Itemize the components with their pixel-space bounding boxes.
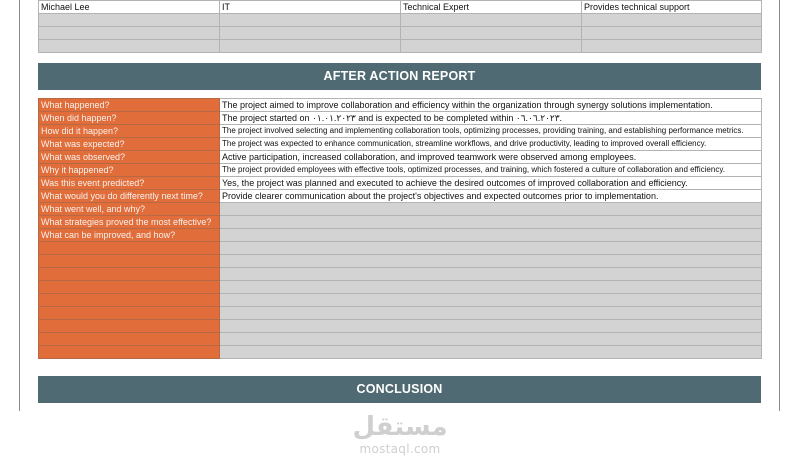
- table-row: [39, 190, 762, 203]
- answer-cell: Provide clearer communication about the project's objectives and expected outcomes prior to implementation.: [220, 190, 762, 203]
- question-cell: [39, 268, 220, 281]
- table-row: [39, 203, 762, 216]
- question-cell: [39, 281, 220, 294]
- team-name-cell: [39, 40, 220, 53]
- team-responsibility-cell: [582, 14, 762, 27]
- table-row: [39, 320, 762, 333]
- watermark-latin-text: mostaql.com: [359, 442, 441, 456]
- answer-cell: The project provided employees with effective tools, optimized processes, and training, which fostered a culture of collaboration and efficiency.: [220, 164, 762, 177]
- table-row: [39, 1, 762, 14]
- page-border-right: [779, 0, 780, 411]
- table-row: [39, 177, 762, 190]
- conclusion-banner: CONCLUSION: [38, 376, 761, 403]
- question-cell: [39, 242, 220, 255]
- team-role-cell: [401, 27, 582, 40]
- question-cell: [39, 294, 220, 307]
- table-row: [39, 27, 762, 40]
- table-row: [39, 112, 762, 125]
- team-department-cell: IT: [220, 1, 401, 14]
- table-row: [39, 125, 762, 138]
- answer-cell: [220, 229, 762, 242]
- table-row: [39, 138, 762, 151]
- table-row: [39, 40, 762, 53]
- table-row: [39, 255, 762, 268]
- table-row: [39, 229, 762, 242]
- question-cell: Was this event predicted?: [39, 177, 220, 190]
- answer-cell: [220, 307, 762, 320]
- team-role-cell: [401, 40, 582, 53]
- question-cell: When did happen?: [39, 112, 220, 125]
- question-cell: What went well, and why?: [39, 203, 220, 216]
- question-cell: [39, 346, 220, 359]
- answer-cell: [220, 216, 762, 229]
- team-name-cell: [39, 14, 220, 27]
- answer-cell: [220, 333, 762, 346]
- page-border-left: [19, 0, 20, 411]
- after-action-table: [38, 98, 762, 359]
- question-cell: Why it happened?: [39, 164, 220, 177]
- team-responsibility-cell: [582, 40, 762, 53]
- table-row: [39, 242, 762, 255]
- question-cell: What was observed?: [39, 151, 220, 164]
- answer-cell: The project started on ٠١.٠١.٢٠٢٣ and is expected to be completed within ٠٦.٠٦.٢٠٢٣.: [220, 112, 762, 125]
- team-name-cell: Michael Lee: [39, 1, 220, 14]
- question-cell: [39, 307, 220, 320]
- answer-cell: [220, 281, 762, 294]
- team-role-cell: Technical Expert: [401, 1, 582, 14]
- table-row: [39, 216, 762, 229]
- question-cell: [39, 320, 220, 333]
- team-department-cell: [220, 14, 401, 27]
- team-department-cell: [220, 27, 401, 40]
- answer-cell: [220, 255, 762, 268]
- table-row: [39, 151, 762, 164]
- table-row: [39, 268, 762, 281]
- answer-cell: [220, 294, 762, 307]
- table-row: [39, 99, 762, 112]
- table-row: [39, 164, 762, 177]
- answer-cell: Yes, the project was planned and executed to achieve the desired outcomes of improved collaboration and efficiency.: [220, 177, 762, 190]
- answer-cell: The project aimed to improve collaboration and efficiency within the organization through synergy solutions implementation.: [220, 99, 762, 112]
- team-responsibility-cell: [582, 27, 762, 40]
- question-cell: How did it happen?: [39, 125, 220, 138]
- team-name-cell: [39, 27, 220, 40]
- answer-cell: Active participation, increased collaboration, and improved teamwork were observed among employees.: [220, 151, 762, 164]
- question-cell: [39, 333, 220, 346]
- answer-cell: The project was expected to enhance communication, streamline workflows, and drive productivity, leading to improved overall efficiency.: [220, 138, 762, 151]
- table-row: [39, 346, 762, 359]
- team-responsibility-cell: Provides technical support: [582, 1, 762, 14]
- question-cell: What can be improved, and how?: [39, 229, 220, 242]
- question-cell: What would you do differently next time?: [39, 190, 220, 203]
- mostaql-watermark-logo: [345, 412, 455, 456]
- answer-cell: [220, 268, 762, 281]
- question-cell: What happened?: [39, 99, 220, 112]
- table-row: [39, 333, 762, 346]
- team-department-cell: [220, 40, 401, 53]
- question-cell: What was expected?: [39, 138, 220, 151]
- answer-cell: [220, 203, 762, 216]
- answer-cell: [220, 242, 762, 255]
- question-cell: What strategies proved the most effective?: [39, 216, 220, 229]
- team-table: [38, 0, 762, 53]
- answer-cell: [220, 320, 762, 333]
- table-row: [39, 14, 762, 27]
- table-row: [39, 281, 762, 294]
- question-cell: [39, 255, 220, 268]
- watermark-arabic-text: مستقل: [352, 412, 448, 442]
- table-row: [39, 294, 762, 307]
- answer-cell: [220, 346, 762, 359]
- answer-cell: The project involved selecting and implementing collaboration tools, optimizing processes, providing training, and establishing performance metrics.: [220, 125, 762, 138]
- after-action-report-banner: AFTER ACTION REPORT: [38, 63, 761, 90]
- team-role-cell: [401, 14, 582, 27]
- table-row: [39, 307, 762, 320]
